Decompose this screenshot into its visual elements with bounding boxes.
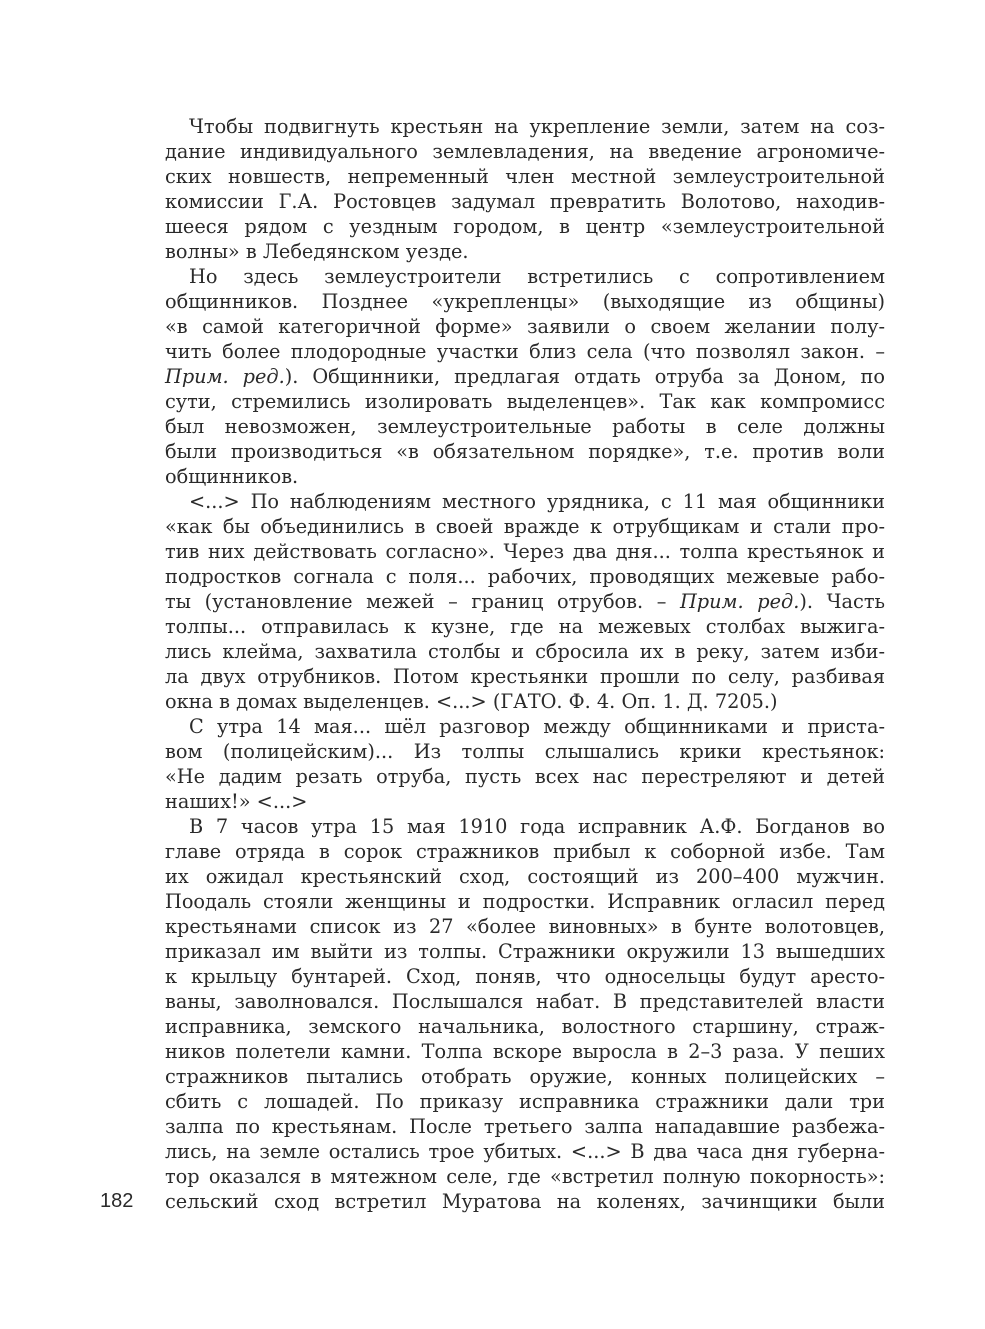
text-line: ла двух отрубников. Потом крестьянки прошли по селу, разбивая xyxy=(165,665,885,688)
text-line: волны» в Лебедянском уезде. xyxy=(165,240,469,263)
text-line: комиссии Г.А. Ростовцев задумал превратить Волотово, находив- xyxy=(165,190,885,213)
text-line: Чтобы подвигнуть крестьян на укрепление земли, затем на соз- xyxy=(189,115,885,138)
text-line: «Не дадим резать отруба, пусть всех нас перестреляют и детей xyxy=(165,765,885,788)
page-number: 182 xyxy=(100,1190,134,1212)
text-line: С утра 14 мая... шёл разговор между общинниками и приста- xyxy=(189,715,885,738)
text-line: «как бы объединились в своей вражде к отрубщикам и стали про- xyxy=(165,515,885,538)
text-line: приказал им выйти из толпы. Стражники окружили 13 вышедших xyxy=(165,940,885,963)
text-line: <...> По наблюдениям местного урядника, с 11 мая общинники xyxy=(189,490,885,513)
text-line: наших!» <...> xyxy=(165,790,308,813)
text-line: Поодаль стояли женщины и подростки. Исправник огласил перед xyxy=(165,890,885,913)
text-line: тив них действовать согласно». Через два дня... толпа крестьянок и xyxy=(165,540,885,563)
text-line: ников полетели камни. Толпа вскоре выросла в 2–3 раза. У пеших xyxy=(165,1040,885,1063)
editor-note: Прим. ред. xyxy=(679,590,800,613)
text-line: были производиться «в обязательном порядке», т.е. против воли xyxy=(165,440,885,463)
text-line: стражников пытались отобрать оружие, конных полицейских – xyxy=(165,1065,885,1088)
text-line: крестьянами список из 27 «более виновных» в бунте волотовцев, xyxy=(165,915,885,938)
text-line: лись, на земле остались трое убитых. <...> В два часа дня губерна- xyxy=(165,1140,885,1163)
text-line: ских новшеств, непременный член местной землеустроительной xyxy=(165,165,885,188)
text-line: общинников. Позднее «укрепленцы» (выходящие из общины) xyxy=(165,290,885,313)
text-line: толпы... отправилась к кузне, где на межевых столбах выжига- xyxy=(165,615,885,638)
text-line: общинников. xyxy=(165,465,299,488)
text-line: сути, стремились изолировать выделенцев». Так как компромисс xyxy=(165,390,885,413)
text-line: окна в домах выделенцев. <...> (ГАТО. Ф. 4. Оп. 1. Д. 7205.) xyxy=(165,690,778,713)
text-line: лись клейма, захватила столбы и сбросила их в реку, затем изби- xyxy=(165,640,885,663)
editor-note: Прим. ред. xyxy=(165,365,285,388)
text-line: тор оказался в мятежном селе, где «встретил полную покорность»: xyxy=(165,1165,885,1188)
text-line: сбить с лошадей. По приказу исправника стражники дали три xyxy=(165,1090,885,1113)
text-line: ты (установление межей – границ отрубов. – Прим. ред.). Часть xyxy=(165,590,885,613)
text-line: сельский сход встретил Муратова на коленях, зачинщики были xyxy=(165,1190,885,1213)
text-line: чить более плодородные участки близ села (что позволял закон. – xyxy=(165,340,885,363)
text-line: вом (полицейским)... Из толпы слышались крики крестьянок: xyxy=(165,740,885,763)
text-line: Прим. ред.). Общинники, предлагая отдать отруба за Доном, по xyxy=(165,365,886,388)
text-line: дание индивидуального землевладения, на введение агрономиче- xyxy=(165,140,885,163)
main-text xyxy=(165,114,885,1214)
text-line: главе отряда в сорок стражников прибыл к соборной избе. Там xyxy=(165,840,885,863)
text-line: шееся рядом с уездным городом, в центр «землеустроительной xyxy=(165,215,885,238)
text-line: их ожидал крестьянский сход, состоящий из 200–400 мужчин. xyxy=(165,865,885,888)
text-line: к крыльцу бунтарей. Сход, поняв, что односельцы будут аресто- xyxy=(165,965,885,988)
text-line: подростков согнала с поля... рабочих, проводящих межевые рабо- xyxy=(165,565,885,588)
text-line: залпа по крестьянам. После третьего залпа нападавшие разбежа- xyxy=(165,1115,885,1138)
text-line: был невозможен, землеустроительные работы в селе должны xyxy=(165,415,885,438)
text-line: Но здесь землеустроители встретились с сопротивлением xyxy=(189,265,885,288)
text-line: исправника, земского начальника, волостного старшину, страж- xyxy=(165,1015,885,1038)
text-line: «в самой категоричной форме» заявили о своем желании полу- xyxy=(165,315,885,338)
text-line: В 7 часов утра 15 мая 1910 года исправник А.Ф. Богданов во xyxy=(189,815,885,838)
text-line: ваны, заволновался. Послышался набат. В представителей власти xyxy=(165,990,885,1013)
